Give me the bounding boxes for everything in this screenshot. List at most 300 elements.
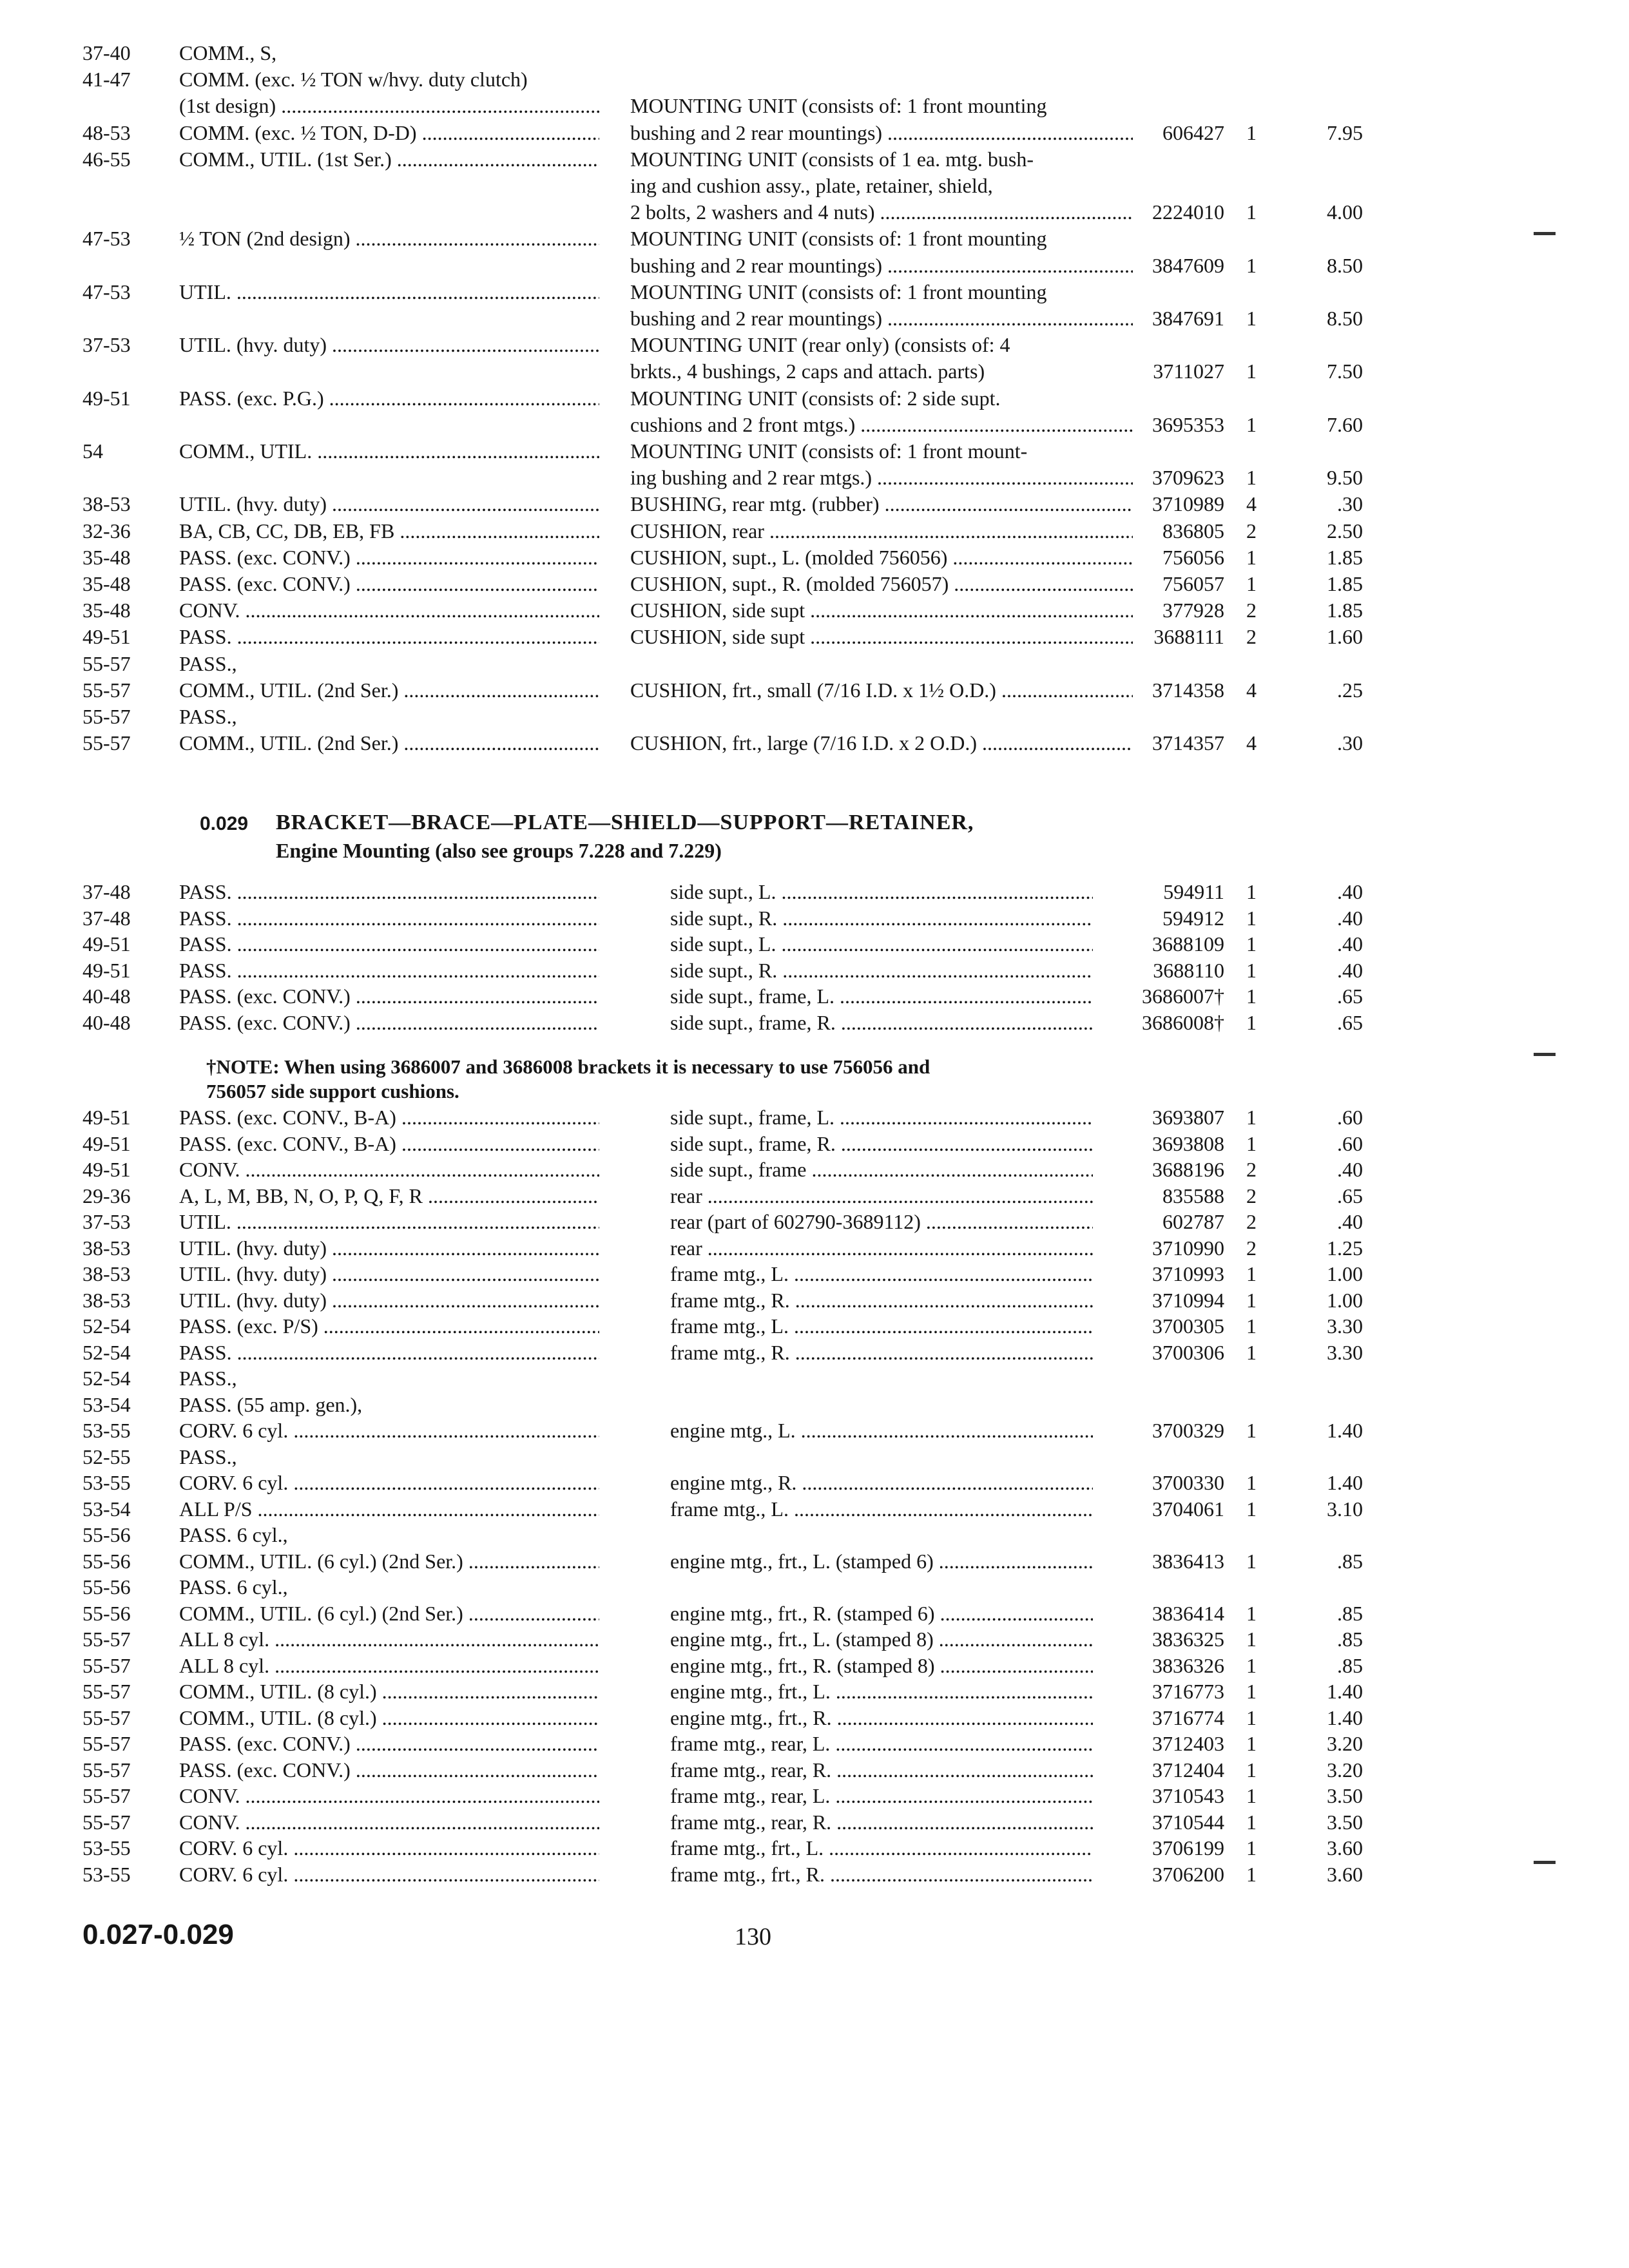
- parts-row: [0, 1155, 1629, 1184]
- quantity-cell: 1: [1246, 307, 1257, 330]
- model-cell: UTIL. (hvy. duty) .....: [179, 1286, 599, 1314]
- parts-row: [0, 1834, 1629, 1862]
- model-cell: CONV. .....: [179, 596, 599, 624]
- description-cell: MOUNTING UNIT (consists of: 1 front mounting: [630, 280, 1047, 303]
- parts-row: [0, 1625, 1629, 1653]
- parts-row: [0, 331, 1629, 359]
- parts-row: [0, 119, 1629, 147]
- description-cell: MOUNTING UNIT (consists of: 1 front mounting: [630, 227, 1047, 251]
- price-cell: .40: [1337, 880, 1363, 903]
- year-cell: 53-54: [82, 1392, 131, 1416]
- parts-row: [0, 1808, 1629, 1836]
- price-cell: .40: [1337, 1158, 1363, 1181]
- year-cell: 49-51: [82, 1106, 131, 1129]
- description-cell: ing bushing and 2 rear mtgs.) .....: [630, 463, 1133, 492]
- description-cell: 2 bolts, 2 washers and 4 nuts) .....: [630, 198, 1133, 226]
- year-cell: 55-56: [82, 1575, 131, 1599]
- price-cell: 8.50: [1327, 307, 1363, 330]
- parts-row: [0, 278, 1629, 306]
- section-subtitle: Engine Mounting (also see groups 7.228 and 7.229): [276, 839, 722, 862]
- description-cell: CUSHION, supt., R. (molded 756057) .....: [630, 570, 1133, 598]
- year-cell: 35-48: [82, 545, 131, 569]
- part-number-cell: 3710994: [1152, 1288, 1224, 1312]
- model-cell: PASS. 6 cyl.,: [179, 1523, 288, 1546]
- part-number-cell: 3695353: [1152, 412, 1224, 436]
- parts-row: [0, 1312, 1629, 1340]
- quantity-cell: 1: [1246, 1628, 1257, 1651]
- model-cell: UTIL. (hvy. duty) .....: [179, 490, 599, 518]
- year-cell: 55-57: [82, 651, 131, 675]
- part-number-cell: 3688109: [1152, 932, 1224, 956]
- price-cell: 1.00: [1327, 1262, 1363, 1285]
- price-cell: .65: [1337, 1010, 1363, 1034]
- quantity-cell: 4: [1246, 678, 1257, 702]
- margin-mark: [1534, 1861, 1556, 1864]
- quantity-cell: 2: [1246, 625, 1257, 649]
- year-cell: 37-53: [82, 1210, 131, 1233]
- part-number-cell: 756057: [1162, 572, 1224, 595]
- part-number-cell: 835588: [1162, 1184, 1224, 1207]
- part-number-cell: 3700305: [1152, 1314, 1224, 1338]
- part-number-cell: 3688111: [1153, 625, 1224, 649]
- part-number-cell: 3693807: [1152, 1106, 1224, 1129]
- description-cell: bushing and 2 rear mountings) .....: [630, 251, 1133, 280]
- price-cell: 3.60: [1327, 1862, 1363, 1886]
- part-number-cell: 3700329: [1152, 1419, 1224, 1442]
- quantity-cell: 1: [1246, 1732, 1257, 1755]
- quantity-cell: 2: [1246, 1210, 1257, 1233]
- description-cell: CUSHION, frt., large (7/16 I.D. x 2 O.D.) .....: [630, 729, 1133, 757]
- year-cell: 55-57: [82, 1706, 131, 1729]
- year-cell: 35-48: [82, 599, 131, 622]
- part-number-cell: 3714357: [1152, 731, 1224, 755]
- year-cell: 38-53: [82, 1288, 131, 1312]
- description-cell: bushing and 2 rear mountings) .....: [630, 304, 1133, 332]
- parts-row: [0, 1704, 1629, 1732]
- parts-row: [0, 570, 1629, 598]
- model-cell: UTIL. .....: [179, 278, 599, 306]
- year-cell: 53-54: [82, 1497, 131, 1521]
- parts-row: [0, 904, 1629, 932]
- parts-row: [0, 171, 1629, 200]
- model-cell: CORV. 6 cyl. .....: [179, 1834, 599, 1862]
- quantity-cell: 1: [1246, 1653, 1257, 1677]
- description-cell: frame mtg., frt., R. .....: [670, 1860, 1093, 1888]
- price-cell: 1.00: [1327, 1288, 1363, 1312]
- part-number-cell: 3836414: [1152, 1601, 1224, 1625]
- model-cell: CORV. 6 cyl. .....: [179, 1860, 599, 1888]
- model-cell: PASS. (exc. CONV.) .....: [179, 1756, 599, 1784]
- description-cell: frame mtg., R. .....: [670, 1286, 1093, 1314]
- parts-row: [0, 1207, 1629, 1236]
- year-cell: 52-54: [82, 1340, 131, 1364]
- price-cell: 3.50: [1327, 1810, 1363, 1834]
- price-cell: 1.85: [1327, 599, 1363, 622]
- quantity-cell: 1: [1246, 120, 1257, 144]
- price-cell: 3.30: [1327, 1340, 1363, 1364]
- parts-row: [0, 543, 1629, 572]
- price-cell: .40: [1337, 932, 1363, 956]
- parts-row: [0, 1416, 1629, 1445]
- year-cell: 48-53: [82, 120, 131, 144]
- description-cell: CUSHION, supt., L. (molded 756056) .....: [630, 543, 1133, 572]
- parts-row: [0, 198, 1629, 226]
- model-cell: PASS.,: [179, 1445, 237, 1468]
- description-cell: frame mtg., rear, L. .....: [670, 1782, 1093, 1810]
- description-cell: CUSHION, rear .....: [630, 517, 1133, 545]
- note-line: †NOTE: When using 3686007 and 3686008 brackets it is necessary to use 756056 and: [206, 1055, 930, 1078]
- model-cell: PASS. (exc. CONV., B-A) .....: [179, 1103, 599, 1131]
- parts-row: [0, 1599, 1629, 1628]
- model-cell: PASS. (exc. CONV.) .....: [179, 570, 599, 598]
- price-cell: .30: [1337, 731, 1363, 755]
- part-number-cell: 3836326: [1152, 1653, 1224, 1677]
- parts-row: [0, 1495, 1629, 1523]
- parts-row: [0, 1860, 1629, 1888]
- price-cell: 1.40: [1327, 1680, 1363, 1703]
- parts-row: [0, 39, 1629, 67]
- part-number-cell: 756056: [1162, 545, 1224, 569]
- parts-row: [0, 649, 1629, 678]
- model-cell: UTIL. (hvy. duty) .....: [179, 1260, 599, 1288]
- model-cell: CORV. 6 cyl. .....: [179, 1416, 599, 1445]
- model-cell: PASS. .....: [179, 930, 599, 958]
- part-number-cell: 3847691: [1152, 307, 1224, 330]
- part-number-cell: 3710993: [1152, 1262, 1224, 1285]
- model-cell: PASS. (exc. CONV.) .....: [179, 1729, 599, 1758]
- description-cell: engine mtg., frt., R. (stamped 6) .....: [670, 1599, 1093, 1628]
- description-cell: side supt., frame .....: [670, 1155, 1093, 1184]
- model-cell: ½ TON (2nd design) .....: [179, 224, 599, 253]
- model-cell: PASS. .....: [179, 878, 599, 906]
- description-cell: frame mtg., rear, L. .....: [670, 1729, 1093, 1758]
- year-cell: 55-57: [82, 1784, 131, 1807]
- year-cell: 40-48: [82, 1010, 131, 1034]
- parts-row: [0, 1651, 1629, 1680]
- parts-row: [0, 65, 1629, 93]
- part-number-cell: 2224010: [1152, 200, 1224, 224]
- description-cell: rear .....: [670, 1234, 1093, 1262]
- part-number-cell: 3836413: [1152, 1549, 1224, 1573]
- parts-row: [0, 1443, 1629, 1471]
- parts-row: [0, 410, 1629, 439]
- model-cell: PASS. (exc. CONV.) .....: [179, 543, 599, 572]
- quantity-cell: 1: [1246, 1262, 1257, 1285]
- part-number-cell: 3710543: [1152, 1784, 1224, 1807]
- year-cell: 52-54: [82, 1367, 131, 1390]
- part-number-cell: 3710544: [1152, 1810, 1224, 1834]
- model-cell: COMM., UTIL. (1st Ser.) .....: [179, 145, 599, 173]
- model-cell: PASS. (exc. CONV.) .....: [179, 982, 599, 1010]
- part-number-cell: 3706199: [1152, 1836, 1224, 1860]
- description-cell: MOUNTING UNIT (consists of: 1 front mounting: [630, 94, 1047, 118]
- year-cell: 49-51: [82, 386, 131, 410]
- price-cell: .85: [1337, 1601, 1363, 1625]
- part-number-cell: 3706200: [1152, 1862, 1224, 1886]
- footer-section-range: 0.027-0.029: [82, 1919, 234, 1950]
- description-cell: engine mtg., frt., L. (stamped 8) .....: [670, 1625, 1093, 1653]
- price-cell: .40: [1337, 1210, 1363, 1233]
- price-cell: 3.20: [1327, 1732, 1363, 1755]
- quantity-cell: 4: [1246, 492, 1257, 516]
- year-cell: 55-56: [82, 1549, 131, 1573]
- year-cell: 53-55: [82, 1419, 131, 1442]
- model-cell: PASS.,: [179, 705, 237, 728]
- part-number-cell: 3700330: [1152, 1471, 1224, 1494]
- year-cell: 52-54: [82, 1314, 131, 1338]
- model-cell: COMM., UTIL. (6 cyl.) (2nd Ser.) .....: [179, 1547, 599, 1575]
- model-cell: CORV. 6 cyl. .....: [179, 1468, 599, 1497]
- year-cell: 37-48: [82, 880, 131, 903]
- parts-row: [0, 251, 1629, 280]
- part-number-cell: 3716773: [1152, 1680, 1224, 1703]
- parts-row: [0, 1008, 1629, 1037]
- parts-row: [0, 878, 1629, 906]
- year-cell: 49-51: [82, 958, 131, 982]
- description-cell: engine mtg., R. .....: [670, 1468, 1093, 1497]
- model-cell: COMM., S,: [179, 41, 277, 64]
- price-cell: .60: [1337, 1131, 1363, 1155]
- quantity-cell: 1: [1246, 1810, 1257, 1834]
- model-cell: A, L, M, BB, N, O, P, Q, F, R .....: [179, 1182, 599, 1210]
- year-cell: 49-51: [82, 932, 131, 956]
- section-number: 0.029: [200, 813, 249, 834]
- part-number-cell: 3688110: [1153, 958, 1224, 982]
- year-cell: 37-48: [82, 906, 131, 930]
- parts-row: [0, 702, 1629, 731]
- year-cell: 38-53: [82, 1236, 131, 1260]
- description-cell: side supt., frame, L. .....: [670, 1103, 1093, 1131]
- part-number-cell: 3710990: [1152, 1236, 1224, 1260]
- year-cell: 55-57: [82, 1653, 131, 1677]
- parts-row: [0, 490, 1629, 518]
- quantity-cell: 1: [1246, 545, 1257, 569]
- year-cell: 53-55: [82, 1471, 131, 1494]
- model-cell: PASS. (55 amp. gen.),: [179, 1392, 363, 1416]
- part-number-cell: 3836325: [1152, 1628, 1224, 1651]
- description-cell: CUSHION, side supt .....: [630, 596, 1133, 624]
- quantity-cell: 2: [1246, 599, 1257, 622]
- price-cell: 1.60: [1327, 625, 1363, 649]
- quantity-cell: 1: [1246, 932, 1257, 956]
- year-cell: 47-53: [82, 227, 131, 251]
- quantity-cell: 1: [1246, 1601, 1257, 1625]
- quantity-cell: 1: [1246, 253, 1257, 277]
- quantity-cell: 1: [1246, 1836, 1257, 1860]
- parts-row: [0, 1260, 1629, 1288]
- year-cell: 38-53: [82, 1262, 131, 1285]
- price-cell: 8.50: [1327, 253, 1363, 277]
- price-cell: 7.50: [1327, 360, 1363, 383]
- description-cell: bushing and 2 rear mountings) .....: [630, 119, 1133, 147]
- description-cell: CUSHION, frt., small (7/16 I.D. x 1½ O.D.) .....: [630, 676, 1133, 704]
- quantity-cell: 1: [1246, 906, 1257, 930]
- parts-row: [0, 1103, 1629, 1131]
- description-cell: ing and cushion assy., plate, retainer, shield,: [630, 174, 993, 197]
- description-cell: CUSHION, side supt .....: [630, 622, 1133, 651]
- section-title: BRACKET—BRACE—PLATE—SHIELD—SUPPORT—RETAINER,: [276, 811, 974, 834]
- description-cell: brkts., 4 bushings, 2 caps and attach. parts): [630, 360, 985, 383]
- description-cell: side supt., frame, L. .....: [670, 982, 1093, 1010]
- quantity-cell: 1: [1246, 1549, 1257, 1573]
- quantity-cell: 1: [1246, 360, 1257, 383]
- part-number-cell: 3693808: [1152, 1131, 1224, 1155]
- description-cell: MOUNTING UNIT (consists of 1 ea. mtg. bush-: [630, 147, 1034, 171]
- parts-row: [0, 384, 1629, 412]
- price-cell: 1.85: [1327, 545, 1363, 569]
- year-cell: 55-56: [82, 1601, 131, 1625]
- year-cell: 35-48: [82, 572, 131, 595]
- quantity-cell: 1: [1246, 200, 1257, 224]
- year-cell: 41-47: [82, 68, 131, 91]
- parts-row: [0, 1547, 1629, 1575]
- description-cell: frame mtg., L. .....: [670, 1260, 1093, 1288]
- parts-row: [0, 1677, 1629, 1706]
- description-cell: rear .....: [670, 1182, 1093, 1210]
- quantity-cell: 1: [1246, 572, 1257, 595]
- part-number-cell: 3710989: [1152, 492, 1224, 516]
- quantity-cell: 1: [1246, 1862, 1257, 1886]
- price-cell: 1.40: [1327, 1419, 1363, 1442]
- part-number-cell: 602787: [1162, 1210, 1224, 1233]
- model-cell: PASS. .....: [179, 904, 599, 932]
- quantity-cell: 2: [1246, 1158, 1257, 1181]
- year-cell: 54: [82, 439, 103, 463]
- year-cell: 55-57: [82, 1732, 131, 1755]
- price-cell: 1.85: [1327, 572, 1363, 595]
- model-cell: PASS. .....: [179, 622, 599, 651]
- parts-row: [0, 982, 1629, 1010]
- model-cell: PASS. (exc. P.G.) .....: [179, 384, 599, 412]
- parts-row: [0, 91, 1629, 120]
- description-cell: cushions and 2 front mtgs.) .....: [630, 410, 1133, 439]
- parts-row: [0, 224, 1629, 253]
- parts-row: [0, 1573, 1629, 1601]
- model-cell: UTIL. .....: [179, 1207, 599, 1236]
- description-cell: side supt., R. .....: [670, 904, 1093, 932]
- year-cell: 55-57: [82, 1628, 131, 1651]
- part-number-cell: 836805: [1162, 519, 1224, 543]
- price-cell: 9.50: [1327, 466, 1363, 490]
- part-number-cell: 377928: [1162, 599, 1224, 622]
- parts-row: [0, 1338, 1629, 1367]
- price-cell: .85: [1337, 1628, 1363, 1651]
- year-cell: 55-57: [82, 678, 131, 702]
- model-cell: COMM. (exc. ½ TON, D-D) .....: [179, 119, 599, 147]
- model-cell: ALL P/S .....: [179, 1495, 599, 1523]
- part-number-cell: 594912: [1162, 906, 1224, 930]
- parts-row: [0, 517, 1629, 545]
- price-cell: 3.50: [1327, 1784, 1363, 1807]
- year-cell: 37-40: [82, 41, 131, 64]
- model-cell: COMM., UTIL. (2nd Ser.) .....: [179, 676, 599, 704]
- description-cell: rear (part of 602790-3689112) .....: [670, 1207, 1093, 1236]
- parts-row: [0, 357, 1629, 385]
- model-cell: UTIL. (hvy. duty) .....: [179, 1234, 599, 1262]
- price-cell: .40: [1337, 958, 1363, 982]
- price-cell: 7.95: [1327, 120, 1363, 144]
- quantity-cell: 1: [1246, 1758, 1257, 1782]
- part-number-cell: 3847609: [1152, 253, 1224, 277]
- year-cell: 55-57: [82, 705, 131, 728]
- model-cell: CONV. .....: [179, 1155, 599, 1184]
- year-cell: 55-56: [82, 1523, 131, 1546]
- model-cell: COMM., UTIL. (2nd Ser.) .....: [179, 729, 599, 757]
- year-cell: 29-36: [82, 1184, 131, 1207]
- parts-row: [0, 729, 1629, 757]
- price-cell: 1.40: [1327, 1471, 1363, 1494]
- parts-row: [0, 1782, 1629, 1810]
- model-cell: PASS. (exc. CONV., B-A) .....: [179, 1129, 599, 1158]
- parts-row: [0, 622, 1629, 651]
- model-cell: PASS. 6 cyl.,: [179, 1575, 288, 1599]
- part-number-cell: 3688196: [1152, 1158, 1224, 1181]
- parts-row: [0, 1364, 1629, 1392]
- price-cell: 1.25: [1327, 1236, 1363, 1260]
- year-cell: 49-51: [82, 1158, 131, 1181]
- margin-mark: [1534, 1053, 1556, 1056]
- year-cell: 47-53: [82, 280, 131, 303]
- year-cell: 53-55: [82, 1862, 131, 1886]
- price-cell: 4.00: [1327, 200, 1363, 224]
- description-cell: engine mtg., frt., L. .....: [670, 1677, 1093, 1706]
- quantity-cell: 1: [1246, 1680, 1257, 1703]
- parts-row: [0, 676, 1629, 704]
- quantity-cell: 1: [1246, 880, 1257, 903]
- price-cell: .30: [1337, 492, 1363, 516]
- quantity-cell: 1: [1246, 1314, 1257, 1338]
- model-cell: COMM. (exc. ½ TON w/hvy. duty clutch): [179, 68, 528, 91]
- quantity-cell: 1: [1246, 1106, 1257, 1129]
- quantity-cell: 1: [1246, 1497, 1257, 1521]
- part-number-cell: 3711027: [1153, 360, 1224, 383]
- price-cell: 3.30: [1327, 1314, 1363, 1338]
- model-cell: PASS. .....: [179, 956, 599, 985]
- part-number-cell: 606427: [1162, 120, 1224, 144]
- description-cell: frame mtg., L. .....: [670, 1495, 1093, 1523]
- price-cell: 3.20: [1327, 1758, 1363, 1782]
- price-cell: .60: [1337, 1106, 1363, 1129]
- parts-row: [0, 1390, 1629, 1419]
- description-cell: BUSHING, rear mtg. (rubber) .....: [630, 490, 1133, 518]
- description-cell: side supt., L. .....: [670, 930, 1093, 958]
- price-cell: .85: [1337, 1549, 1363, 1573]
- quantity-cell: 1: [1246, 1340, 1257, 1364]
- page-number: 130: [735, 1923, 771, 1950]
- parts-row: [0, 145, 1629, 173]
- model-cell: COMM., UTIL. (8 cyl.) .....: [179, 1677, 599, 1706]
- parts-row: [0, 1182, 1629, 1210]
- description-cell: side supt., R. .....: [670, 956, 1093, 985]
- year-cell: 55-57: [82, 1758, 131, 1782]
- description-cell: engine mtg., L. .....: [670, 1416, 1093, 1445]
- model-cell: CONV. .....: [179, 1782, 599, 1810]
- price-cell: 2.50: [1327, 519, 1363, 543]
- price-cell: .40: [1337, 906, 1363, 930]
- model-cell: PASS.,: [179, 651, 237, 675]
- parts-row: [0, 1729, 1629, 1758]
- quantity-cell: 1: [1246, 1471, 1257, 1494]
- quantity-cell: 1: [1246, 412, 1257, 436]
- price-cell: 1.40: [1327, 1706, 1363, 1729]
- description-cell: side supt., frame, R. .....: [670, 1008, 1093, 1037]
- model-cell: COMM., UTIL. .....: [179, 437, 599, 465]
- price-cell: 3.10: [1327, 1497, 1363, 1521]
- price-cell: .65: [1337, 985, 1363, 1008]
- quantity-cell: 1: [1246, 1131, 1257, 1155]
- parts-row: [0, 930, 1629, 958]
- quantity-cell: 1: [1246, 1288, 1257, 1312]
